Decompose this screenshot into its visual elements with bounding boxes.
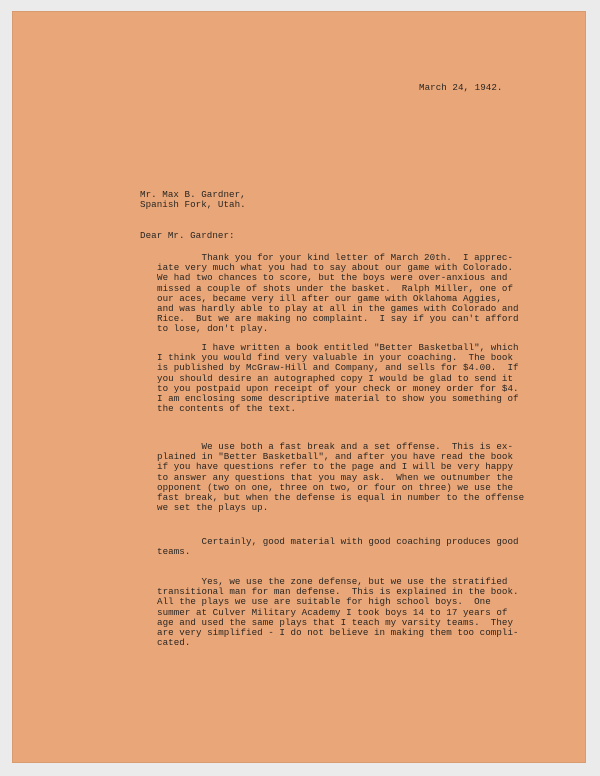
text-line: Thank you for your kind letter of March 20th. I apprec-	[157, 252, 514, 263]
text-line: to lose, don't play.	[157, 323, 269, 335]
text-line: you should desire an autographed copy I would be glad to send it	[157, 372, 514, 384]
text-line: to you postpaid upon receipt of your check or money order for $4.	[157, 382, 519, 394]
paragraph-defense	[157, 577, 519, 648]
salutation: Dear Mr. Gardner:	[140, 230, 235, 241]
text-line: summer at Culver Military Academy I took boys 14 to 17 years of	[157, 606, 508, 618]
text-line: if you have questions refer to the page and I will be very happy	[157, 461, 514, 473]
text-line: I am enclosing some descriptive material to show you something of	[157, 393, 519, 405]
recipient-line: Mr. Max B. Gardner,	[140, 189, 246, 200]
text-line: to answer any questions that you may ask. When we outnumber the	[157, 471, 514, 483]
paragraph-book	[157, 343, 519, 414]
text-line: iate very much what you had to say about our game with Colorado.	[157, 262, 514, 274]
text-line: the contents of the text.	[157, 403, 297, 415]
recipient-line: Spanish Fork, Utah.	[140, 199, 246, 211]
text-line: Rice. But we are making no complaint. I say if you can't afford	[157, 313, 519, 325]
text-line: are very simplified - I do not believe in making them too compli-	[157, 627, 519, 639]
letter-page	[12, 11, 586, 763]
paragraph-offense	[157, 442, 524, 513]
paragraph-material	[157, 537, 519, 557]
text-line: plained in "Better Basketball", and after you have read the book	[157, 451, 514, 463]
paragraph-thanks	[157, 253, 519, 335]
text-line: our aces, became very ill after our game with Oklahoma Aggies,	[157, 292, 502, 304]
text-line: opponent (two on one, three on two, or four on three) we use the	[157, 481, 514, 493]
letter-date: March 24, 1942.	[419, 82, 503, 93]
text-line: we set the plays up.	[157, 502, 269, 514]
text-line: We use both a fast break and a set offense. This is ex-	[157, 441, 514, 452]
text-line: age and used the same plays that I teach my varsity teams. They	[157, 616, 514, 628]
text-line: is published by McGraw-Hill and Company, and sells for $4.00. If	[157, 362, 519, 374]
recipient-address	[140, 190, 246, 210]
text-line: All the plays we use are suitable for high school boys. One	[157, 596, 491, 608]
text-line: We had two chances to score, but the boys were over-anxious and	[157, 272, 508, 284]
text-line: and was hardly able to play at all in the games with Colorado and	[157, 303, 519, 315]
text-line: Certainly, good material with good coaching produces good	[157, 536, 519, 547]
text-line: I have written a book entitled "Better Basketball", which	[157, 342, 519, 353]
text-line: transitional man for man defense. This is explained in the book.	[157, 586, 519, 598]
text-line: Yes, we use the zone defense, but we use the stratified	[157, 576, 508, 587]
text-line: missed a couple of shots under the basket. Ralph Miller, one of	[157, 282, 514, 294]
text-line: fast break, but when the defense is equal in number to the offense	[157, 492, 525, 504]
text-line: I think you would find very valuable in your coaching. The book	[157, 352, 514, 364]
text-line: cated.	[157, 637, 191, 649]
text-line: teams.	[157, 546, 191, 558]
